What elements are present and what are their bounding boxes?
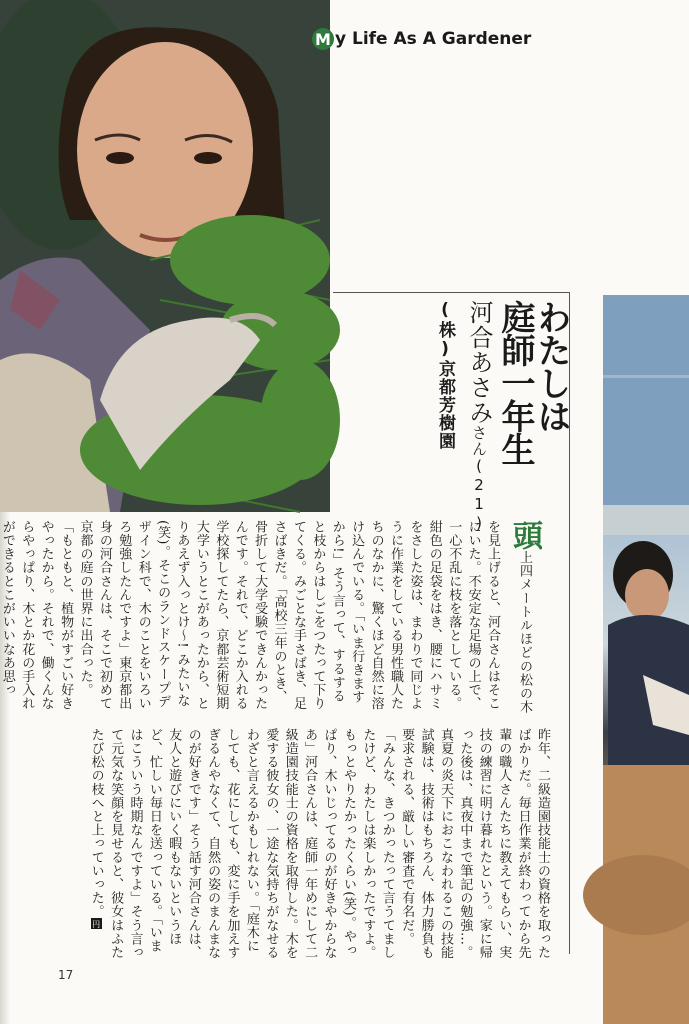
magazine-header — [312, 24, 531, 54]
body-text-upper: 上四メートルほどの松の木を見上げると、河合さんはそこにいた。不安定な足場の上で、一心不乱に枝を落としている。紺色の足袋をはき、腰にハサミをさした姿は、まわりで同じように作業をしている男性職人たちのなかに、驚くほど自然に溶け込んでいる。「いま行きますから!」そう言って、するすると枝からはしごをつたって下りてくる。みごとな手さばき、足さばきだ。「高校三年のとき、骨折して大学受験できんかったんです。それで、どこか入れる学校探してたら、京都芸術短期大学いうとこがあったから、とりあえず入っとけ〜! みたいな(笑)。そこのランドスケープデザイン科で、木のことをいろいろ勉強したんですよ」東京都出身の河合さんは、そこで初めて京都の庭の世界に出合った。「もともと、植物がすごい好きやったから。それで、働くんならやっぱり、木とか花の手入れができるとこがいいなあ思っ — [0, 520, 532, 714]
title-frame-top-line — [333, 292, 569, 293]
article-body-upper — [0, 520, 546, 714]
article-title-line2: 庭師一年生 — [495, 300, 535, 465]
dropcap: 頭 — [507, 520, 542, 551]
header-title: y Life As A Gardener — [335, 29, 532, 49]
author-suffix: さん — [470, 425, 488, 457]
end-mark-icon: 円 — [91, 919, 101, 929]
author-line — [462, 300, 497, 533]
page-number: 17 — [58, 968, 74, 982]
header-initial-badge: M — [312, 28, 334, 50]
side-worker-photo — [603, 295, 689, 1024]
gardener-portrait-illustration — [0, 0, 330, 512]
gardener-portrait-photo — [0, 0, 330, 512]
side-worker-illustration — [603, 295, 689, 1024]
article-title-line1: わたしは — [531, 300, 571, 432]
author-name: 河合あさみ — [465, 300, 493, 425]
author-age: (21) — [470, 457, 488, 533]
body-text-lower: 昨年、二級造園技能士の資格を取ったばかりだ。毎日作業が終わってから先輩の職人さんたちに教えてもらい、実技の練習に明け暮れたという。家に帰った後は、真夜中まで筆記の勉強…。真夏の炎天下におこなわれるこの技能試験は、技術はもちろん、体力勝負も要求される、厳しい審査で有名だ。「みんな、きつかったって言うてましたけど、わたしは楽しかったですよ。もっとやりたかったくらい(笑)。やっぱり、木いじってるのが好きやからなあ」河合さんは、庭師一年めにして二級造園技能士の資格を取得した。木を愛する彼女の、一途な気持ちがなせるわざと言えるかもしれない。「庭木にしても、花にしても、変に手を加えすぎるんやなくて、自然の姿のまんまなのが好きです」そう話す河合さんは、友人と遊びにいく暇もないというほど、忙しい毎日を送っている。「いまはこういう時期なんですよ」そう言って元気な笑顔を見せると、彼女はふたたび松の枝へと上っていった。 — [88, 728, 550, 960]
article-body-lower — [62, 728, 552, 964]
author-company: (株)京都芳樹園 — [435, 300, 455, 450]
